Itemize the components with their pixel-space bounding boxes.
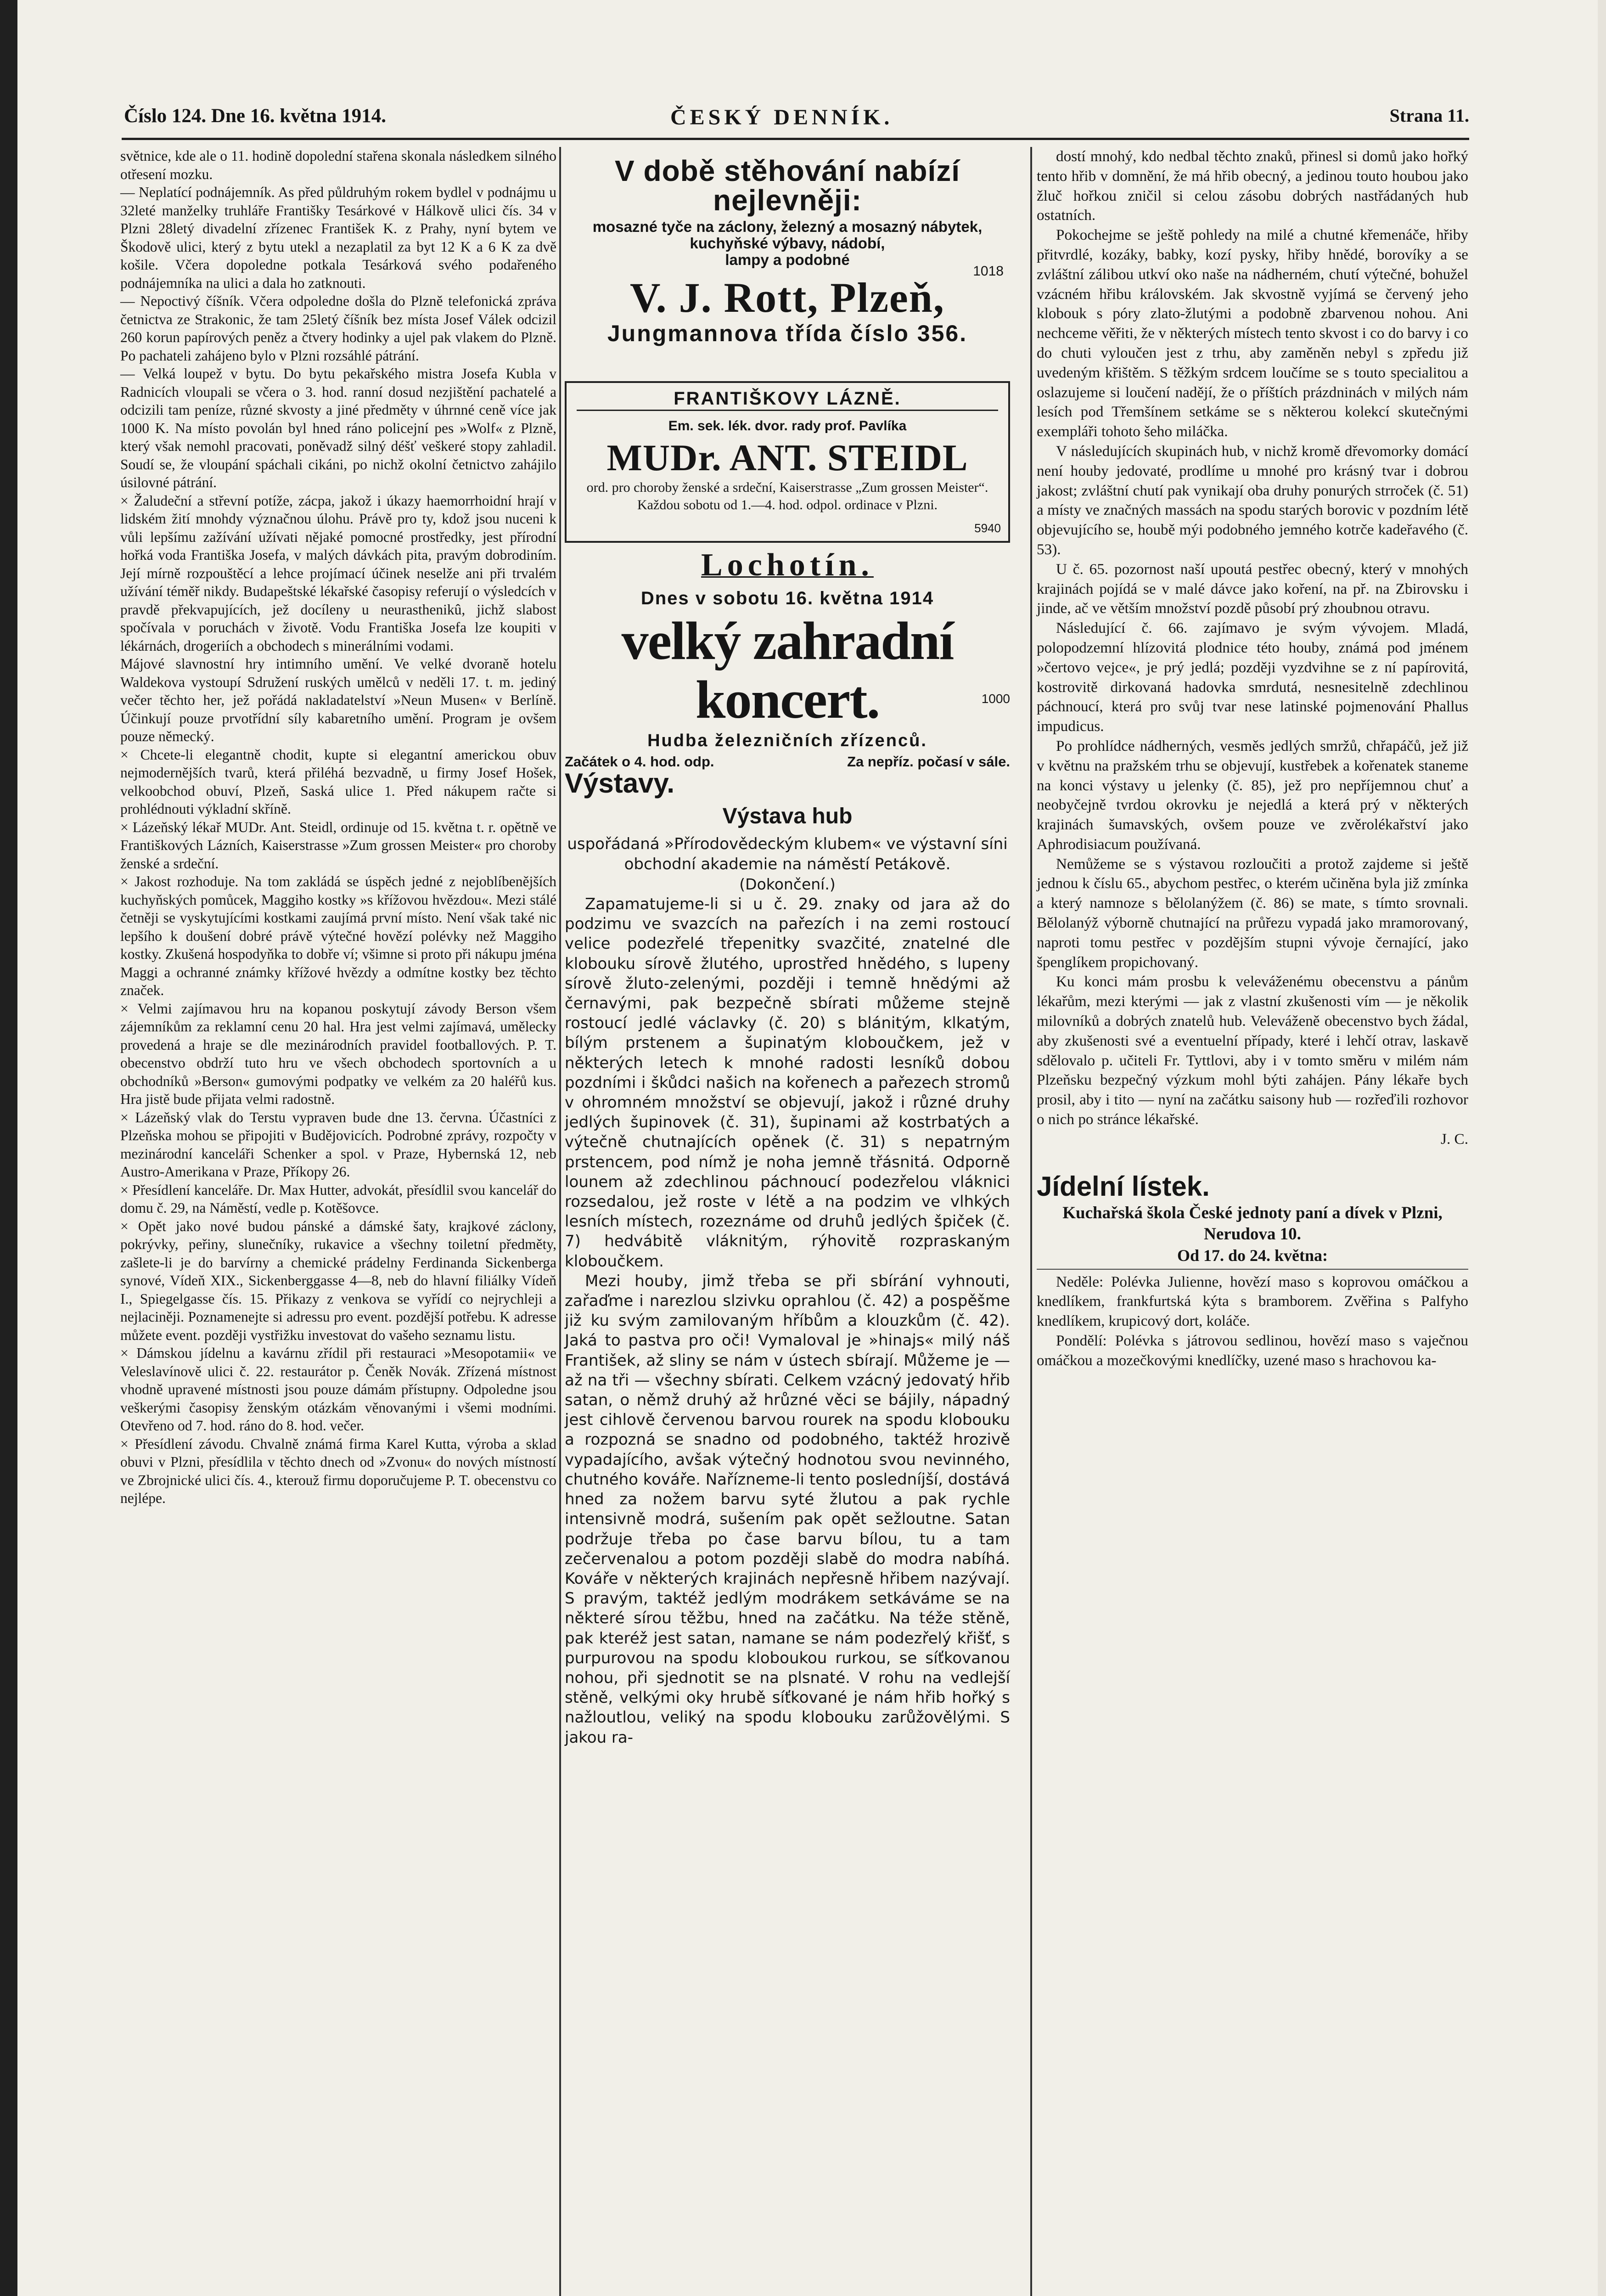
article-intro: uspořádaná »Přírodovědeckým klubem« ve výstavní síni obchodní akademie na náměstí Petákově. <box>567 835 1008 873</box>
ad-start-time: Začátek o 4. hod. odp. <box>565 754 714 770</box>
news-item: × Jakost rozhoduje. Na tom zakládá se úspěch jedné z nejoblíbenějších kuchyňských pomůcek, Maggiho kostky »s křížovou hvězdou«. Mezi stálé četněji se vyskytujícími kostkami zaujímá první místo. Není však také nic lepšího k doušení dobré právě výtečné hovězí polévky než Maggiho kostky. Zkušená hospodyňka to dobře ví; všimne si proto při nákupu jména Maggi a ochranné známky křížové hvězdy a odmítne kostky bez těchto značek. <box>120 873 556 998</box>
menu-heading: Jídelní lístek. <box>1037 1171 1210 1202</box>
section-heading: Výstavy. <box>565 768 675 799</box>
article-body <box>1037 147 1468 1130</box>
ad-text <box>565 219 1010 268</box>
ad-place: FRANTIŠKOVY LÁZNĚ. <box>577 388 998 411</box>
ad-code: 5940 <box>974 521 1001 535</box>
article-title: Výstava hub <box>722 804 853 828</box>
article-paragraph: Zapamatujeme-li si u č. 29. znaky od jara až do podzimu ve svazcích na pařezích i na zemi rostoucí velice podezřelé třepenitky svazčité, znatelné dle klobouku sírově žlutého, uprostřed hnědého, s lupeny sírově žluto-zelenými, později i temně hnědými až černavými, pak bezpečně sbírati můžeme stejně rostoucí jedlé václavky (č. 20) s blánitým, klkatým, bílým prstenem a šupinatým kloboučkem, jež v některých letech k mnohé radosti lesníků dobou pozdními i škůdci našich na kořenech a pařezech stromů v ohromném množství se objevují, jakož i různé druhy jedlých šupinovek (č. 31), šupinami až kostrbatých a výtečně chutnajících opěnek (č. 31) s nepatrným prstencem, pod nímž je noha jemně třásnitá. Odporně lounem až zdechlinou páchnoucí podezřelou vláknici rozsedalou, jež roste v létě a na podzim ve vlhkých lesních místech, rozeznáme od druhů jedlých špiček (č. 7) hedvábitě vláknitým, rýhovitě rozpraskaným kloboučkem. <box>565 895 1010 1271</box>
news-item: × Žaludeční a střevní potíže, zácpa, jakož i úkazy haemorrhoidní hrají v lidském žití mnohdy význačnou úlohu. Právě pro ty, kdož jsou nuceni k vůli lepšímu zažívání užívati nějaké pomocné prostředky, jest přírodní hořká voda Františka Josefa, v malých dávkách pita, pravým dobrodiním. Její mírně rozpouštěcí a lehce projímací účinek neselže ani při trvalém užívání téměř nikdy. Budapeštské lékařské časopisy referují o výsledcích v pravdě překvapujících, jež docíleny u neurasthenikû, jichž slabost spočívala v poruchách v životě. Vodu Františka Josefa lze koupiti v lékárnách, drogeriích a obchodech s minerálními vodami. <box>120 492 556 654</box>
article-paragraph: Po prohlídce nádherných, vesměs jedlých smržů, chřapáčů, jež již v květnu na pražském trhu se objevují, kustřebek a kořenatek staneme na konci výstavy u jelenky (č. 85), jež pro nepříjemnou chuť a neobyčejně tvrdou okrovku je nejedlá a která prý v některých krajinách šumavských, ovšem pouze ve zvěrolékařství jako Aphrodisiacum používaná. <box>1037 737 1468 853</box>
menu-item: Pondělí: Polévka s játrovou sedlinou, hovězí maso s vaječnou omáčkou a mozečkovými knedlíčky, uzené maso s hrachovou ka- <box>1037 1332 1468 1369</box>
ad-place: Lochotín. <box>701 547 874 583</box>
ad-doctor <box>565 381 1010 543</box>
ad-concert <box>565 546 1010 770</box>
ad-code: 1000 <box>981 692 1010 706</box>
article-paragraph: Nemůžeme se s výstavou rozloučiti a protož zajdeme si ještě jednou k číslu 65., abychom pestřec, o kterém učiněna byla již zmínka a který namnoze s bělolanýžem (č. 86) se mate, s tímto srovnali. Bělolanýž výborně chutnající na průřezu vypadá jako mramorovaný, naproti tomu pestřec v pozdějším stupni vývoje černající, jako špenglíkem propichovaný. <box>1037 855 1468 971</box>
article-continued: (Dokončení.) <box>739 875 836 893</box>
news-item: × Velmi zajímavou hru na kopanou poskytují závody Berson všem zájemníkům za reklamní cenu 20 hal. Hra jest velmi zajímavá, umělecky provedená a hraje se dle mezinárodních pravidel footballových. P. T. obecenstvo obdrží tuto hru ve všech obchodech sportovních a u obchodníků »Berson« gumovými podpatky ve velkém za 20 haléřů kus. Hra jistě bude přijata velmi radostně. <box>120 1000 556 1107</box>
ad-headline: V době stěhování nabízí nejlevněji: <box>615 154 960 217</box>
news-item: × Přesídlení závodu. Chvalně známá firma Karel Kutta, výroba a sklad obuvi v Plzni, přesídlila v těchto dnech od »Zvonu« do nových místností ve Zbrojnické ulici čís. 4., kterouž firmu doporučujeme P. T. obecenstvu co nejlépe. <box>120 1435 556 1506</box>
article-paragraph: Ku konci mám prosbu k veleváženému obecenstvu a pánům lékařům, mezi kterými — jak z vlastní zkušenosti vím — je několik milovníků a dobrých znatelů hub. Veleváženě obecenstvo bych žádal, aby zkušenosti své a eventuelní případy, které i lehčí otrav, laskavě sdělovalo p. učiteli Fr. Tyttlovi, aby i v tomto směru v milém nám Plzeňsku bezpečný výzkum mohl býti zahájen. Pány lékaře bych prosil, aby i tito — nyní na začátku saisony hub — rozřeďili rozhovor o nich po stránce lékařské. <box>1037 973 1468 1128</box>
column-rule <box>1030 147 1032 2296</box>
ad-text: ord. pro choroby ženské a srdeční, Kaiserstrasse „Zum grossen Meister“. Každou sobotu od 1.—4. hod. odpol. ordinace v Plzni. <box>586 480 988 512</box>
newspaper-title: ČESKÝ DENNÍK. <box>670 105 893 129</box>
ad-weather-note: Za nepříz. počasí v sále. <box>847 754 1010 770</box>
news-item: — Nepoctivý číšník. Včera odpoledne došla do Plzně telefonická zpráva četnictva ze Strakonic, že tam 25letý číšník bez místa Josef Válek odcizil 260 korun papírových peněz a čtvery hodinky a ujel pak vlakem do Plzně. Po pachateli zahájeno bylo v Plzni rozsáhlé pátrání. <box>120 293 556 364</box>
ad-address: Jungmannova třída číslo 356. <box>607 321 968 346</box>
news-item: × Opět jako nové budou pánské a dámské šaty, krajkové záclony, pokrývky, peřiny, slunečníky, rukavice a všechny toiletní předměty, zašlete-li je do barvírny a chemické prádelny Ferdinanda Sickenberga synové, Vídeň XIX., Sickenberggasse 4—8, neb do hlavní filiálky Vídeň I., Spiegelgasse čís. 15. Přikazy z venkova se vyřídí co nejrychleji a nejlaciněji. Poznamenejte si adressu pro event. pozdější potřebu. K adresse můžete event. později vystřižku investovat do vašeho seznamu listu. <box>120 1218 556 1343</box>
page-number: Strana 11. <box>1389 105 1469 126</box>
news-item: × Chcete-li elegantně chodit, kupte si elegantní americkou obuv nejmodernějších tvarů, která přiléhá bezvadně, u firmy Josef Hošek, velkoobchod obuví, Plzeň, Saská ulice 1. Před nákupem račte si prohlédnouti výkladní skříně. <box>120 746 556 817</box>
news-item: — Velká loupež v bytu. Do bytu pekařského mistra Josefa Kubla v Radnicích vloupali se včera o 3. hod. ranní dosud nezjištění pachatelé a odcizili tam peníze, různé skvosty a jiné předměty v úhrnné ceně více jak 1000 K. Na místo povolán byl hned ráno policejní pes »Wolf« z Plzně, který však nemohl pracovati, poněvadž silný déšť veškeré stopy zahladil. Soudí se, že vloupání spáchali cikáni, po nichž okolní četnictvo zahájilo úsilovné pátrání. <box>120 366 556 490</box>
article-paragraph: Pokochejme se ještě pohledy na milé a chutné křemenáče, hřiby přitvrdlé, kozáky, babky, kozí pysky, hřiby hnědé, borovíky a se zvláštní zálibou utkví oko naše na nádherném, chutí výtečné, bohužel vzácném hřibu královském. Jak skvostně vyjímá se červený jeho klobouk s póry zlato-žlutými a podobně zbarvenou nohou. Ani nechceme věřiti, že v některých místech tento skvost i co do barvy i co do chuti vyloučen jest z trhu, aby zaměněn nebyl s zpředu již uvedeným křištěm. S těžkým srdcem loučíme se s touto specialitou a oslazujeme si loučení nadějí, že o příštích prázdninách v milých nám lesích pod Třemšínem setkáme se s některou kolekcí skutečnými exempláři tohoto šeho miláčka. <box>1037 226 1468 440</box>
article-paragraph: V následujících skupinách hub, v nichž kromě dřevomorky domácí není houby jedovaté, prodlíme u mnohé pro krásný tvar i dobrou jakost; zvláštní chutí pak vynikají oba druhy ponurých strroček (č. 51) a místy ve značných massách na spodu starých borovic v pozdním létě objevujícího se, houbě mýi podobného jemného kotrče kadeřavého (č. 53). <box>1037 442 1468 558</box>
ad-time <box>565 752 1010 771</box>
column-exhibition-menu <box>1037 147 1468 1371</box>
ad-title: Em. sek. lék. dvor. rady prof. Pavlíka <box>668 418 907 433</box>
ad-line: lampy a podobné <box>725 251 850 268</box>
issue-info: Číslo 124. Dne 16. května 1914. <box>124 105 386 127</box>
news-item: × Lázeňský lékař MUDr. Ant. Steidl, ordinuje od 15. května t. r. opětně ve Františkových Lázních, Kaiserstrasse »Zum grossen Meister« pro choroby ženské a srdeční. <box>120 819 556 872</box>
news-item: × Lázeňský vlak do Terstu vypraven bude dne 13. června. Účastníci z Plzeňska mohou se připojiti v Budějovicích. Podrobné zprávy, rozpočty v mezinárodní kanceláři Schenker a spol. v Praze, Hybernská 12, neb Austro-Amerikana v Praze, Příkopy 26. <box>120 1109 556 1180</box>
menu-date: Od 17. do 24. května: <box>1177 1246 1328 1265</box>
article-paragraph: Následující č. 66. zajímavo je svým vývojem. Mladá, polopodzemní hlízovitá plodnice této houby, známá pod jménem »čertovo vejce«, je prý jedlá; později vyzdvihne se z ní papírovitá, kostrovitě dirkovaná hadovka smrdutá, nesnesitelně zdechlinou páchnoucí, která pro svůj tvar nese latinské pojmenování Phallus impudicus. <box>1037 619 1468 735</box>
column-local-news <box>120 147 556 1508</box>
news-item: × Dámskou jídelnu a kavárnu zřídil při restauraci »Mesopotamii« ve Veleslavínově ulici č. 22. restaurátor p. Čeněk Novák. Zřízená místnost vhodně upravené místnosti jsou pouze dámám přístupny. Odpoledne jsou veškerými časopisy ženským otázkám věnovanými i všemi modními. Otevřeno od 7. hod. ráno do 8. hod. večer. <box>120 1345 556 1434</box>
ad-music: Hudba železničních zřízenců. <box>647 731 927 750</box>
signature: J. C. <box>1441 1130 1468 1148</box>
article-paragraph: U č. 65. pozornost naší upoutá pestřec obecný, který v mnohých krajinách pojídá se v malé dávce jako koření, na př. na Zbirovsku i jinde, ač ve větším množství pozdě působí prý zhoubnou otravu. <box>1037 560 1468 617</box>
ad-company: V. J. Rott, Plzeň, <box>630 274 945 321</box>
news-item: Májové slavnostní hry intimního umění. Ve velké dvoraně hotelu Waldekova vystoupí Sdružení ruských umělců v neděli 17. t. m. jediný večer těchto her, jež pořádá nakladatelství »Neun Musen« v Berlíně. Účinkují pouze prvotřídní síly kabaretního umění. Program je ovšem pouze německý. <box>120 656 556 744</box>
news-item: × Přesídlení kanceláře. Dr. Max Hutter, advokát, přesídlil svou kancelář do domu č. 29, na Náměstí, vedle p. Kotěšovce. <box>120 1182 556 1216</box>
menu-item: Neděle: Polévka Julienne, hovězí maso s koprovou omáčkou a knedlíkem, frankfurtská kýta s bramborem. Zvěřina s Palfyho knedlíkem, krupicový dort, koláče. <box>1037 1273 1468 1330</box>
menu-items <box>1037 1272 1468 1371</box>
column-rule <box>559 147 561 2296</box>
article-body <box>565 895 1010 1748</box>
ad-doctor-name: MUDr. ANT. STEIDL <box>606 437 968 478</box>
ad-code: 1018 <box>973 264 1004 279</box>
scan-edge <box>0 0 17 2296</box>
scan-edge <box>1598 0 1606 2296</box>
article-paragraph: dostí mnohý, kdo nedbal těchto znaků, přinesl si domů jako hořký tento hřib v domnění, že má hřib obecný, a jedinou touto houbou jako žluč hořkou zničil si celou zásobu dobrých nastřádaných hub ostatních. <box>1037 148 1468 224</box>
article-paragraph: Mezi houby, jimž třeba se při sbírání vyhnouti, zařaďme i narezlou slzivku oprahlou (č. 42) a pospěšme již ku svým zamilovaným hříbům a klouzkům (č. 42). Jaká to pastva pro oči! Vymaloval je »hinajs« milý náš František, až sliny se nám v ústech sbírají. Můžeme je — až na tři — všechny sbírati. Celkem vzácný jedovatý hřib satan, o němž druhý až hrůzné věci se bájily, nápadný jest cihlově červenou barvou rourek na spodu klobouku a rozpozná se snadno od podobného, taktéž hrozivě vypadajícího, avšak výtečný hodnotou svou nevinného, chutného kováře. Nařízneme-li tento posledníjší, dostává hned za nožem barvu syté žlutou a pak rychle intensivně modrá, sušením pak opět sežloutne. Satan podržuje třeba po čase barvu bílou, tu a tam zečervenalou a potom později slabě do modra nabíhá. Kováře v některých krajinách nepřesně hřibem nazývají. S pravým, taktéž jedlým modrákem setkáváme se na některé sírou těžbu, hned na začátku. Na téže stěně, pak kteréž jest satan, namane se nám podezřelý křišť, s purpurovou na spodu kloboukou rurkou, se síťkovanou nohou, při sjednotit se na plsnaté. V rohu na vedlejší stěně, velkými oky hrubě síťkované je nám hřib hořký s nažloutlou, veliký na spodu klobouku zarůžovělými. S jakou ra- <box>565 1272 1010 1747</box>
running-head <box>124 105 1469 141</box>
ad-date: Dnes v sobotu 16. května 1914 <box>640 588 934 608</box>
ad-moving-goods <box>565 156 1010 379</box>
ad-line: mosazné tyče na záclony, železný a mosazný nábytek, kuchyňské výbavy, nádobí, <box>592 218 983 252</box>
ad-event: velký zahradní koncert. <box>621 611 954 730</box>
column-ads-exhibition <box>565 147 1010 1748</box>
header-rule <box>122 138 1469 140</box>
news-item: světnice, kde ale o 11. hodině dopolední stařena skonala následkem silného otřesení mozku. <box>120 148 556 182</box>
menu-school: Kuchařská škola České jednoty paní a dívek v Plzni, Nerudova 10. <box>1062 1203 1443 1244</box>
news-item: — Neplatící podnájemník. As před půldruhým rokem bydlel v podnájmu u 32leté manželky truhláře Františky Tesárkové v Hálkově ulici čís. 34 v Plzni 28letý divadelní zřízenec František K. z Prahy, nyní bytem ve Škodově ulici, který z bytu utekl a nezaplatil za byt 12 K a 6 K za dvě košile. Včera dopoledne potkala Tesárková svého podařeného podnájemníka na ulici a dala ho zatknouti. <box>120 184 556 291</box>
divider <box>1037 1269 1468 1270</box>
